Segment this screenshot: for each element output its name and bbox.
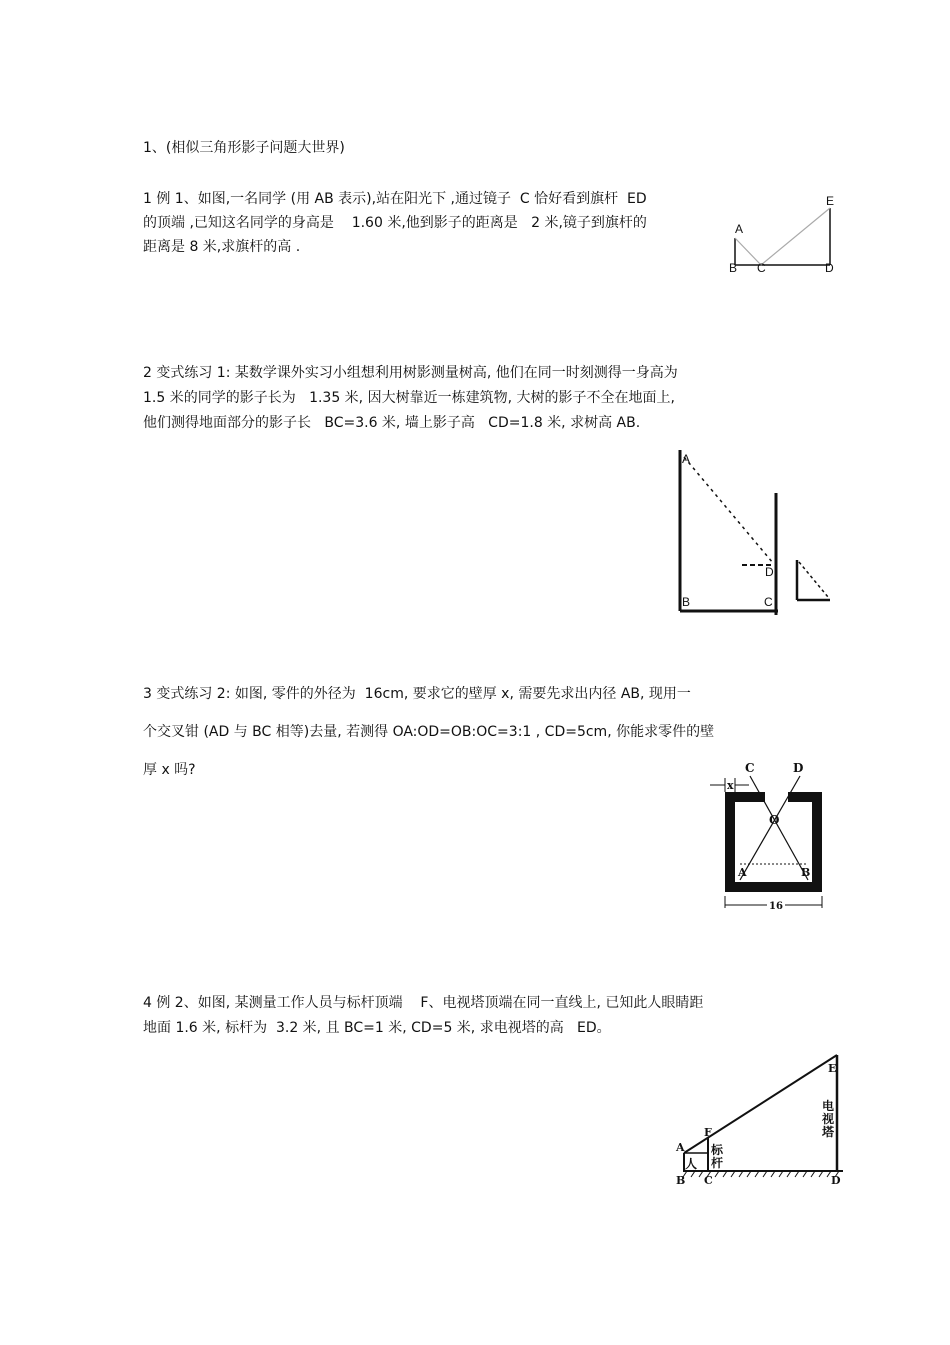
fig4-label-tower-3: 塔: [822, 1125, 835, 1139]
figure-1-mirror-flagpole: [725, 190, 840, 280]
fig1-label-d: D: [825, 261, 834, 275]
fig4-label-person: 人: [685, 1157, 698, 1171]
problem-1-line-3: 距离是 8 米,求旗杆的高 .: [143, 239, 301, 255]
fig3-label-d: D: [793, 761, 804, 775]
problem-4-line-1: 4 例 2、如图, 某测量工作人员与标杆顶端 F、电视塔顶端在同一直线上, 已知此人眼睛距: [143, 995, 704, 1011]
fig3-label-a: A: [738, 866, 747, 879]
fig4-label-e: E: [828, 1062, 837, 1075]
fig3-label-x: x: [727, 779, 734, 792]
fig2-label-a: A: [682, 452, 691, 466]
fig4-label-d: D: [831, 1174, 841, 1187]
problem-1-line-2: 的顶端 ,已知这名同学的身高是 1.60 米,他到影子的距离是 2 米,镜子到旗杆的: [143, 215, 647, 231]
fig4-label-pole-1: 标: [711, 1143, 724, 1157]
fig1-label-c: C: [757, 261, 766, 275]
fig3-label-o: O: [769, 813, 780, 827]
fig4-label-c: C: [704, 1174, 713, 1187]
problem-3-line-1: 3 变式练习 2: 如图, 零件的外径为 16cm, 要求它的壁厚 x, 需要先求出内径 AB, 现用一: [143, 686, 691, 702]
fig4-label-pole-2: 杆: [711, 1156, 724, 1170]
problem-2-line-1: 2 变式练习 1: 某数学课外实习小组想利用树影测量树高, 他们在同一时刻测得一身高为: [143, 365, 678, 381]
fig1-label-e: E: [826, 194, 835, 208]
fig4-label-tower-2: 视: [822, 1112, 835, 1126]
problem-4-line-2: 地面 1.6 米, 标杆为 3.2 米, 且 BC=1 米, CD=5 米, 求电视塔的高 ED。: [143, 1020, 611, 1036]
fig4-label-f: F: [704, 1126, 712, 1139]
section-title: 1、(相似三角形影子问题大世界): [143, 140, 345, 156]
fig1-label-b: B: [729, 261, 738, 275]
fig4-label-b: B: [676, 1174, 686, 1187]
fig3-label-16: 16: [769, 901, 783, 912]
fig3-label-c: C: [745, 761, 755, 775]
fig4-label-a: A: [676, 1141, 685, 1154]
fig2-label-b: B: [682, 595, 691, 609]
problem-2-line-3: 他们测得地面部分的影子长 BC=3.6 米, 墙上影子高 CD=1.8 米, 求树高 AB.: [143, 415, 641, 431]
fig4-label-tower-1: 电: [822, 1099, 835, 1113]
figure-4-tv-tower: [675, 1050, 850, 1190]
problem-2-line-2: 1.5 米的同学的影子长为 1.35 米, 因大树靠近一栋建筑物, 大树的影子不全在地面上,: [143, 390, 675, 406]
fig1-label-a: A: [735, 222, 744, 236]
figure-3-caliper-part: [705, 758, 830, 913]
problem-3-line-3: 厚 x 吗?: [143, 762, 196, 778]
problem-1-line-1: 1 例 1、如图,一名同学 (用 AB 表示),站在阳光下 ,通过镜子 C 恰好看到旗杆 ED: [143, 191, 647, 207]
problem-3-line-2: 个交叉钳 (AD 与 BC 相等)去量, 若测得 OA:OD=OB:OC=3:1 , CD=5cm, 你能求零件的壁: [143, 724, 715, 740]
fig2-label-c: C: [764, 595, 773, 609]
fig2-label-d: D: [765, 565, 774, 579]
figure-2-tree-shadow: [670, 445, 840, 620]
fig3-label-b: B: [801, 866, 811, 879]
